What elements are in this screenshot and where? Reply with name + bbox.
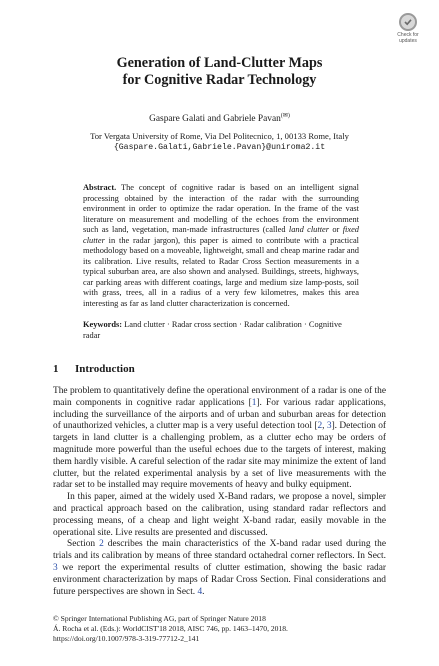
- keywords: [83, 320, 359, 341]
- abstract-paragraph: [83, 183, 359, 310]
- keyword-separator: ·: [164, 320, 172, 329]
- abstract-text: or: [329, 225, 343, 235]
- keyword-separator: ·: [236, 320, 244, 329]
- abstract-text: The concept of cognitive radar is based on an intelligent signal processing obtained by the interaction of the radar with the surrounding environment in order to optimize the radar operation. In the frame of the vast literature on measurement and modelling of the echoes from the environment such as land, vegetation, man-made infrastructures (called: [83, 183, 359, 235]
- check-for-updates-badge[interactable]: [390, 13, 426, 53]
- keyword: Radar cross section: [171, 320, 237, 329]
- paper-title-line-1: Generation of Land-Clutter Maps: [116, 55, 323, 71]
- body-paragraph-3: [53, 539, 386, 598]
- keyword-list: [83, 320, 342, 340]
- section-number: 1: [53, 363, 59, 375]
- citation-link[interactable]: 1: [251, 397, 257, 408]
- section-title: Introduction: [75, 363, 135, 375]
- body-text: ,: [322, 421, 327, 432]
- section-link[interactable]: 4: [197, 586, 203, 597]
- body-text: .: [202, 586, 205, 597]
- section-heading: [53, 363, 135, 375]
- body-text: ]. For various radar applications, including the surveillance of the airports and of urban and suburban areas for detection of unauthorized vehicles, a clutter map is a very useful detection tool [: [53, 397, 386, 432]
- check-for-updates-icon: [399, 13, 417, 31]
- abstract-term-fixed-clutter: fixed clutter: [83, 225, 359, 245]
- abstract-text: in the radar jargon), this paper is aimed to contribute with a practical methodology based on a moveable, lightweight, small and cheap marine radar and its calibration. Live results, related to Radar Cross Section measurements in a typical suburban area, are also shown and analysed. Buildings, streets, highways, car parking areas with different coatings, large and medium size lamp-posts, soil with grass, trees, all in a radius of a very few kilometres, makes this area interesting as far as land clutter characterization is concerned.: [83, 235, 359, 309]
- keyword: Land clutter: [124, 320, 165, 329]
- body-text: Section: [67, 539, 100, 550]
- body-paragraph-1: [53, 386, 386, 492]
- affiliation: Tor Vergata University of Rome, Via Del Politecnico, 1, 00133 Rome, Italy: [90, 131, 349, 141]
- body-text: describes the main characteristics of the X-band radar used during the trials and its calibration by means of three standard octahedral corner reflectors. In Sect.: [53, 539, 386, 562]
- abstract: [83, 183, 359, 310]
- author-email[interactable]: {Gaspare.Galati,Gabriele.Pavan}@uniroma2.it: [113, 143, 326, 152]
- body-text: The problem to quantitatively define the operational environment of a radar is one of the main components in cognitive radar applications [: [53, 386, 386, 408]
- body-text: we report the experimental results of clutter estimation, showing the basic radar environment characterization by maps of Radar Cross Section. Final considerations and future perspectives are shown in Sect.: [53, 562, 386, 597]
- abstract-term-land-clutter: land clutter: [288, 225, 329, 235]
- keywords-label: Keywords:: [83, 320, 123, 329]
- section-link[interactable]: 3: [53, 562, 58, 573]
- paper-title-line-2: for Cognitive Radar Technology: [122, 72, 317, 88]
- body-paragraph-2: In this paper, aimed at the widely used X-Band radars, we propose a novel, simpler and practical approach based on the calibration, using standard radar reflectors and processing means, of a cheap and light weight X-band radar, easily movable in the operational site. Live results are presented and discussed.: [53, 492, 386, 538]
- section-link[interactable]: 2: [99, 539, 104, 550]
- citation-link[interactable]: 2: [317, 421, 323, 432]
- copyright-line: © Springer International Publishing AG, part of Springer Nature 2018: [53, 614, 266, 623]
- abstract-label: Abstract.: [83, 183, 117, 192]
- body-text: ]. Detection of targets in land clutter is a challenging problem, as a clutter echo may be orders of magnitude more powerful than the useful echoes due to the targets of interest, making them hardly visible. A careful selection of the radar site may minimize the extent of land clutter, but the related experimental analysis by a set of live measurements with the radar set to be installed may require movements of heavy and bulky equipment.: [53, 421, 387, 491]
- corresponding-author-mark: (✉): [280, 113, 290, 119]
- doi-link[interactable]: https://doi.org/10.1007/978-3-319-77712-2_141: [53, 633, 200, 643]
- keyword-separator: ·: [301, 320, 309, 329]
- copyright-footer: [53, 614, 393, 643]
- citation-line: Á. Rocha et al. (Eds.): WorldCIST'18 2018, AISC 746, pp. 1463–1470, 2018.: [53, 623, 288, 633]
- section-body: [53, 386, 386, 598]
- author-names: Gaspare Galati and Gabriele Pavan: [149, 114, 281, 125]
- keyword: Radar calibration: [243, 320, 302, 329]
- author-list: [0, 112, 439, 124]
- keyword: Cognitive radar: [83, 320, 342, 340]
- badge-label: Check for updates: [397, 32, 419, 44]
- citation-link[interactable]: 3: [326, 421, 332, 432]
